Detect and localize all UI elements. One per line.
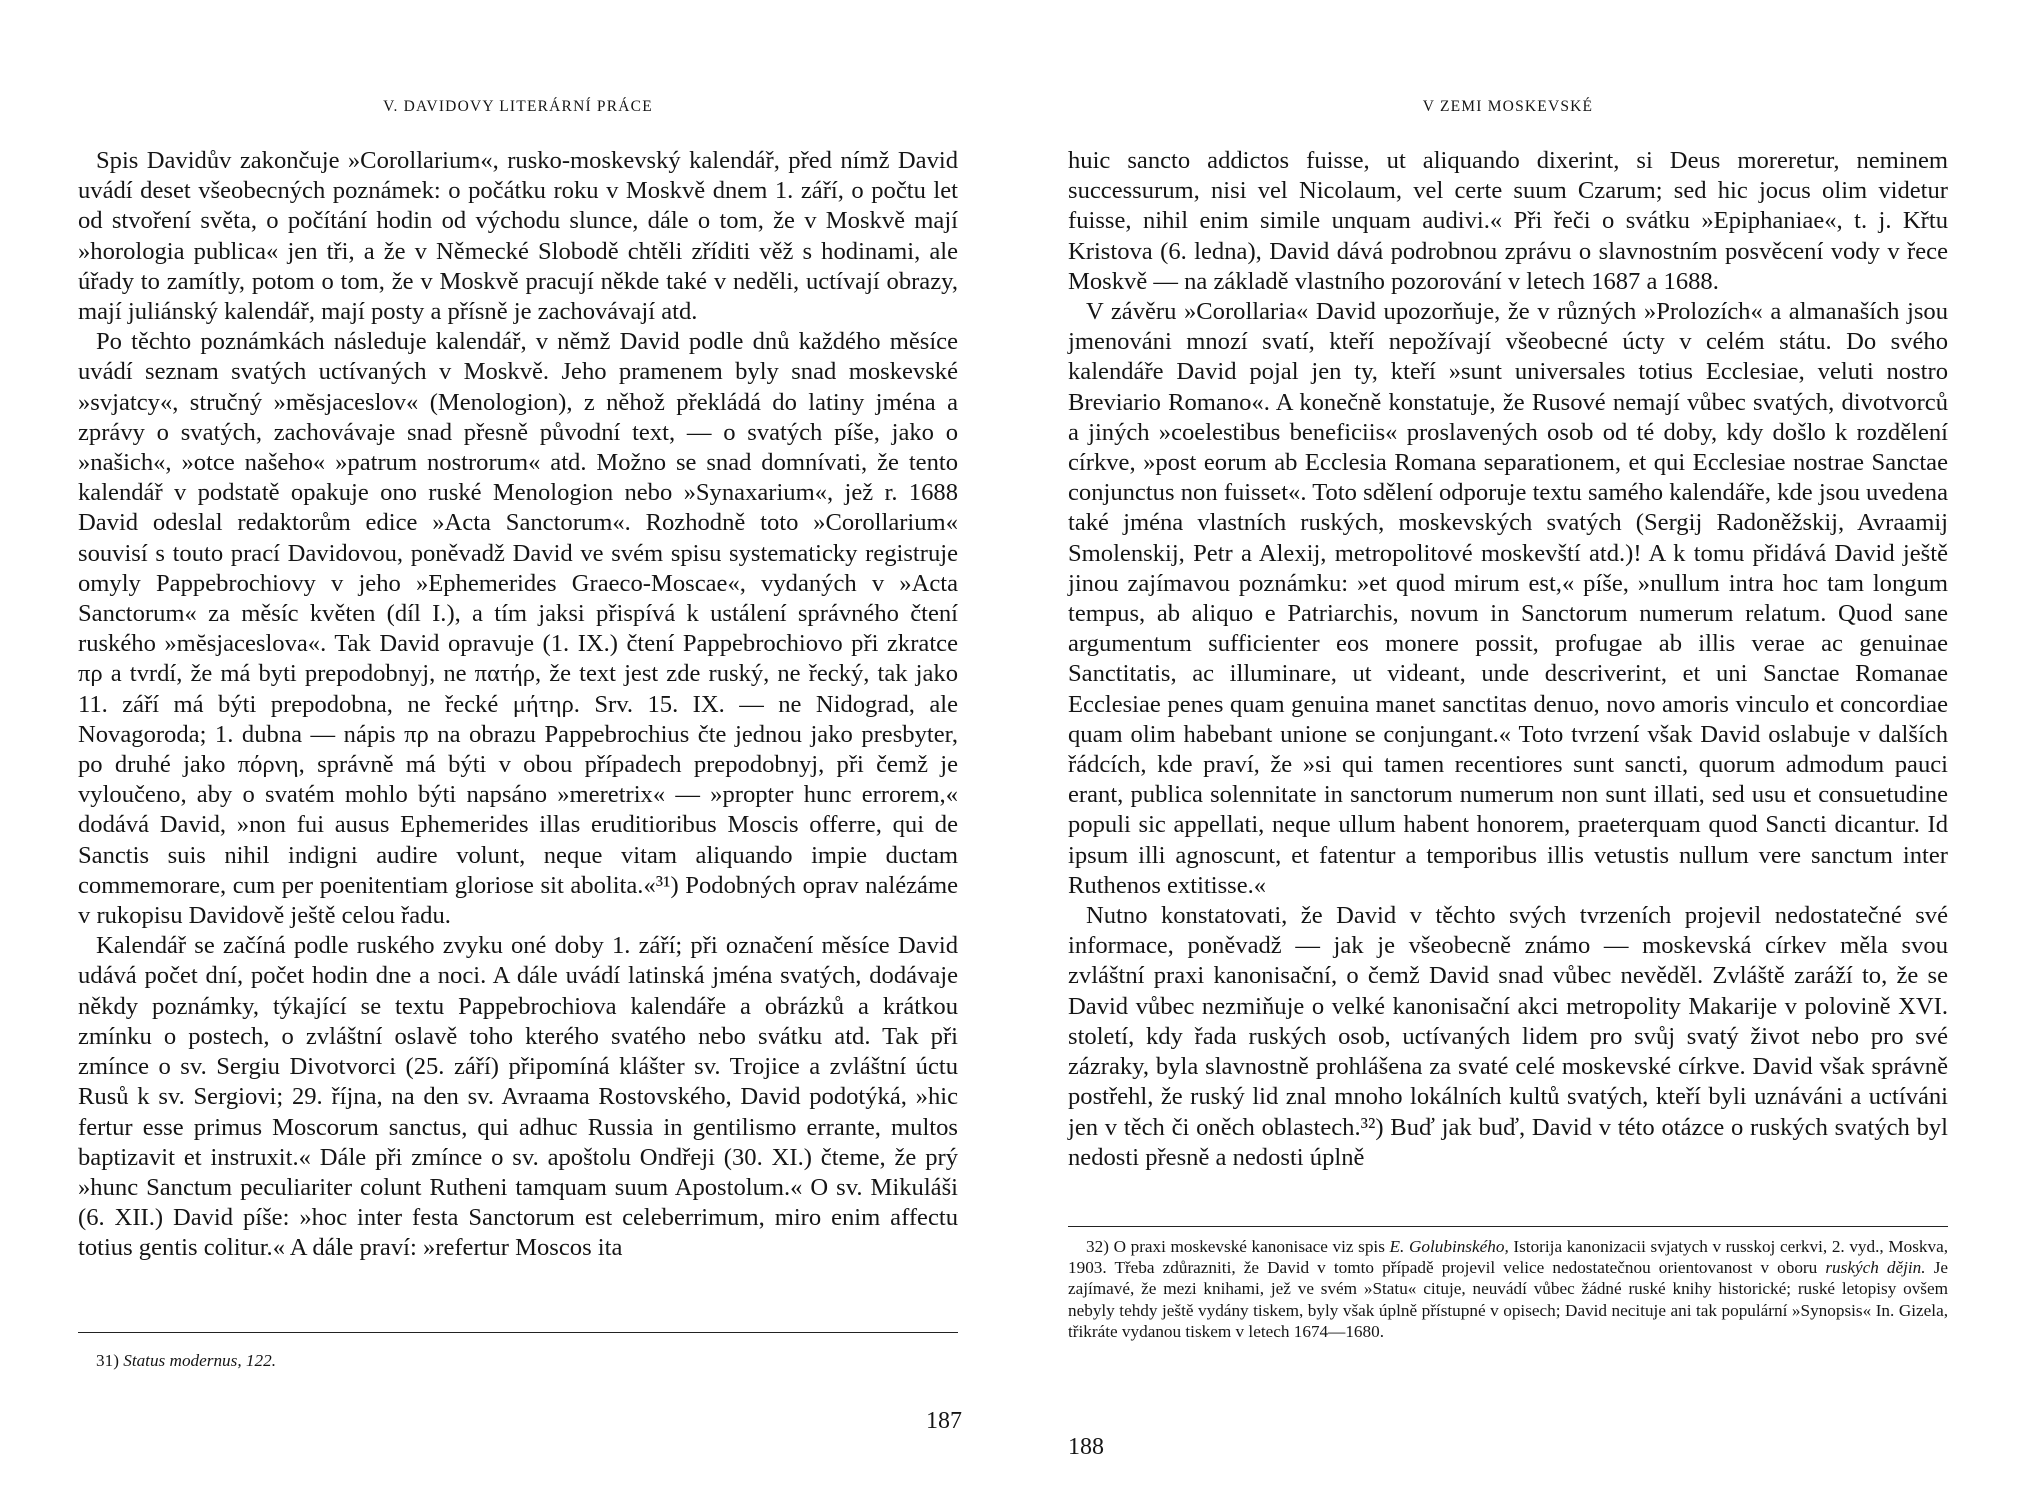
paragraph: Nutno konstatovati, že David v těchto svých tvrzeních projevil nedostatečné své informace, poněvadž — jak je všeobecně známo — moskevská církev měla svou zvláštní praxi kanonisační, o čemž David snad vůbec nevěděl. Zvláště zaráží to, že se David vůbec nezmiňuje o velké kanonisační akci metropolity Makarije v polovině XVI. století, kdy řada ruských osob, uctívaných lidem pro svůj svatý život nebo pro své zázraky, byla slavnostně prohlášena za svaté celé moskevské církve. David však správně postřehl, že ruský lid znal mnoho lokálních kultů svatých, kteří byli uznáváni a uctíváni jen v těch či oněch oblastech.³²) Buď jak buď, David v této otázce o ruských svatých byl nedosti přesně a nedosti úplně [1068, 902, 1948, 1171]
paragraph: Kalendář se začíná podle ruského zvyku oné doby 1. září; při označení měsíce David udává počet dní, počet hodin dne a noci. A dále uvádí latinská jména svatých, dodávaje někdy poznámky, týkající se textu Pappebrochiova kalendáře a obrázků a krátkou zmínku o postech, o zvláštní oslavě toho kterého svatého nebo svátku atd. Tak při zmínce o sv. Sergiu Divotvorci (25. září) připomíná klášter sv. Trojice a zvláštní úctu Rusů k sv. Sergiovi; 29. října, na den sv. Avraama Rostovského, David podotýká, »hic fertur esse primus Moscorum sanctus, qui adhuc Russia in gentilismo errante, multos baptizavit et instruxit.« Dále při zmínce o sv. apoštolu Ondřeji (30. XI.) čteme, že prý »hunc Sanctum peculiariter colunt Rutheni tamquam suum Apostolum.« O sv. Mikuláši (6. XII.) David píše: »hoc inter festa Sanctorum est celeberrimum, miro enim affectu totius gentis colitur.« A dále praví: »refertur Moscos ita [78, 932, 958, 1262]
footnote-rule [1068, 1226, 1948, 1227]
body-text [78, 146, 958, 1264]
footnote-marker: 32) [1086, 1237, 1109, 1256]
footnote [78, 1350, 958, 1371]
running-header: V ZEMI MOSKEVSKÉ [1422, 98, 1594, 115]
running-header: V. DAVIDOVY LITERÁRNÍ PRÁCE [383, 98, 653, 115]
page-number: 188 [1068, 1434, 1104, 1460]
footnote-marker: 31) [96, 1351, 119, 1370]
paragraph: V závěru »Corollaria« David upozorňuje, že v různých »Prolozích« a almanaších jsou jmenováni mnozí svatí, kteří nepožívají všeobecné úcty v celém státu. Do svého kalendáře David pojal jen ty, kteří »sunt universales totius Ecclesiae, veluti nostro Breviario Romano«. A konečně konstatuje, že Rusové nemají vůbec svatých, divotvorců a jiných »coelestibus beneficiis« proslavených osob od té doby, kdy došlo k rozdělení církve, »post eorum ab Ecclesia Romana separationem, et qui Ecclesiae nostrae Sanctae conjunctus non fuisset«. Toto sdělení odporuje textu samého kalendáře, kde jsou uvedena také jména vlastních ruských, moskevských svatých (Sergij Radoněžskij, Avraamij Smolenskij, Petr a Alexij, metropolitové moskevští atd.)! A k tomu přidává David ještě jinou zajímavou poznámku: »et quod mirum est,« píše, »nullum intra hoc tam longum tempus, ab aliquo e Patriarchis, novum in Sanctorum numerum relatum. Quod sane argumentum sufficienter eos monere possit, profugae ab illis verae ac genuinae Sanctitatis, ac illuminare, ut videant, unde descriverint, et uni Sanctae Romanae Ecclesiae penes quam genuina manet sanctitas denuo, novo amoris vinculo et concordiae quam olim habebant unione se conjungant.« Toto tvrzení však David oslabuje v dalších řádcích, kde praví, že »si qui tamen recentiores sunt sancti, quorum admodum pauci erant, publica solennitate in sanctorum numerum non sunt illati, sed usu et consuetudine populi sic appellati, neque ullum habent honorem, praeterquam quod Sancti dicantur. Id ipsum illi agnoscunt, et fatentur a temporibus illis vetustis nullum vere sanctum inter Ruthenos extitisse.« [1068, 298, 1948, 899]
paragraph: Spis Davidův zakončuje »Corollarium«, rusko-moskevský kalendář, před nímž David uvádí deset všeobecných poznámek: o počátku roku v Moskvě dnem 1. září, o počtu let od stvoření světa, o počítání hodin od východu slunce, dále o tom, že v Moskvě mají »horologia publica« jen tři, a že v Německé Slobodě chtěli zříditi věž s hodinami, ale úřady to zamítly, potom o tom, že v Moskvě pracují někde také v neděli, uctívají obrazy, mají juliánský kalendář, mají posty a přísně je zachovávají atd. [78, 147, 958, 326]
footnote-text: Istorija kanonizacii svjatych v russkoj cerkvi, 2. vyd., Moskva, 1903. Třeba zdůrazniti, že David v tomto případě projevil velice nedostatečnou orientovanost v oboru [1068, 1237, 1949, 1278]
page-number: 187 [926, 1408, 962, 1434]
footnote-text: O praxi moskevské kanonisace viz spis [1113, 1237, 1385, 1256]
footnote-field: ruských dějin. [1825, 1258, 1926, 1278]
body-text [1068, 146, 1948, 1173]
footnote [1068, 1236, 1948, 1342]
footnote-text: Je zajímavé, že mezi knihami, jež ve svém »Statu« cituje, neuvádí vůbec žádné ruské knihy historické; ruské letopisy ovšem nebyly tehdy ještě vydány tiskem, byly však úplně přístupné v opisech; David necituje ani tak populární »Synopsis« In. Gizela, třikráte vydanou tiskem v letech 1674—1680. [1068, 1258, 1949, 1341]
paragraph: huic sancto addictos fuisse, ut aliquando dixerint, si Deus moreretur, neminem successurum, nisi vel Nicolaum, vel certe suum Czarum; sed hic jocus olim videtur fuisse, nihil enim simile unquam audivi.« Při řeči o svátku »Epiphaniae«, t. j. Křtu Kristova (6. ledna), David dává podrobnou zprávu o slavnostním posvěcení vody v řece Moskvě — na základě vlastního pozorování v letech 1687 a 1688. [1068, 147, 1948, 295]
footnote-text: Status modernus, 122. [123, 1351, 277, 1370]
footnote-author: E. Golubinského, [1389, 1237, 1509, 1256]
footnote-rule [78, 1332, 958, 1333]
paragraph: Po těchto poznámkách následuje kalendář, v němž David podle dnů každého měsíce uvádí seznam svatých uctívaných v Moskvě. Jeho pramenem byly snad moskevské »svjatcy«, stručný »mĕsjaceslov« (Menologion), z něhož překládá do latiny jména a zprávy o svatých, zachovávaje snad přesně původní text, — o svatých píše, jako o »našich«, »otce našeho« »patrum nostrorum« atd. Možno se snad domnívati, že tento kalendář v podstatě opakuje ono ruské Menologion nebo »Synaxarium«, jež r. 1688 David odeslal redaktorům edice »Acta Sanctorum«. Rozhodně toto »Corollarium« souvisí s toutо prací Davidovou, poněvadž David ve svém spisu systematicky registruje omyly Pappebrochiovy v jeho »Ephemerides Graeco-Moscae«, vydaných v »Acta Sanctorum« za měsíc květen (díl I.), a tím jaksi přispívá k ustálení správného čtení ruského »mĕsjaceslova«. Tak David opravuje (1. IX.) čtení Pappebrochiovo při zkratce πρ a tvrdí, že má byti prepodobnyj, ne πατήρ, že text jest zde ruský, ne řecký, tak jako 11. září má býti prepodobna, ne řecké μήτηρ. Srv. 15. IX. — ne Nidograd, ale Novagoroda; 1. dubna — nápis πρ na obrazu Pappebrochius čte jednou jako presbyter, po druhé jako πόρνη, správně má býti v obou případech prepodobnyj, při čemž je vyloučeno, aby o svatém mohlo býti napsáno »meretrix« — »propter hunc errorem,« dodává David, »non fui ausus Ephemerides illas eruditioribus Moscis offerre, qui de Sanctis suis nihil indigni audire volunt, neque vitam aliquando impie ductam commemorare, cum per poenitentiam gloriose sit abolita.«³¹) Podobných oprav nalézáme v rukopisu Davidově ještě celou řadu. [78, 328, 958, 930]
